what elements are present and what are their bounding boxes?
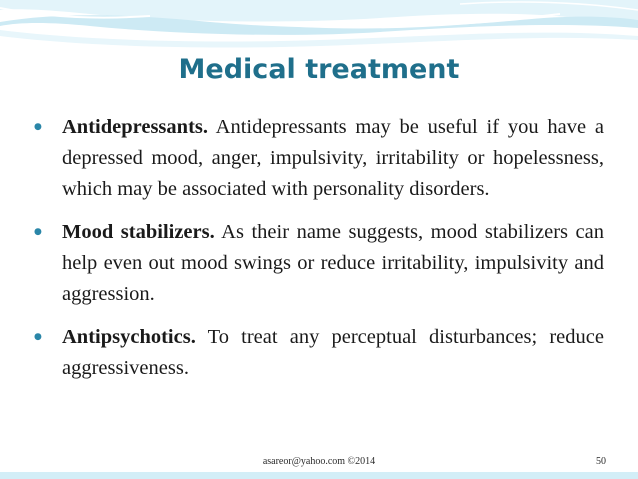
item-text: As their name suggests, mood stabilizers can help even out mood swings or reduce irritability, impulsivity and aggression. (62, 221, 604, 305)
item-term: Antidepressants. (62, 116, 208, 138)
bullet-dot-icon: ● (34, 227, 42, 237)
item-text: To treat any perceptual disturbances; reduce aggressiveness. (62, 326, 604, 379)
item-term: Mood stabilizers. (62, 221, 215, 243)
footer-bar (0, 472, 638, 479)
bullet-dot-icon: ● (34, 332, 42, 342)
page-number: 50 (596, 456, 606, 467)
slide-title: Medical treatment (178, 54, 460, 85)
item-term: Antipsychotics. (62, 326, 196, 348)
list-item (34, 217, 604, 310)
footer-email: asareor@yahoo.com ©2014 (262, 456, 376, 467)
bullet-list (34, 112, 604, 396)
list-item (34, 322, 604, 384)
item-text: Antidepressants may be useful if you have a depressed mood, anger, impulsivity, irritability or hopelessness, which may be associated with personality disorders. (62, 116, 604, 200)
list-item (34, 112, 604, 205)
bullet-dot-icon: ● (34, 122, 42, 132)
